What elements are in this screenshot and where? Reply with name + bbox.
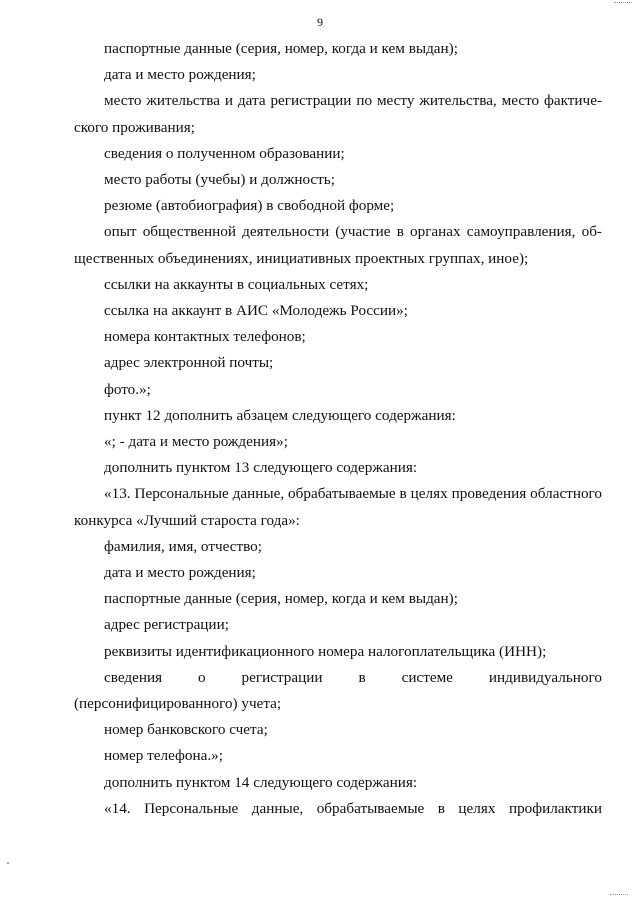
word: регистрации xyxy=(241,668,323,686)
list-item: резюме (автобиография) в свободной форме; xyxy=(104,197,395,215)
page-number: 9 xyxy=(317,15,323,29)
clause-heading-continuation: конкурса «Лучший староста года»: xyxy=(74,511,300,529)
amendment-instruction: пункт 12 дополнить абзацем следующего содержания: xyxy=(104,406,456,424)
list-item-continuation: (персонифицированного) учета; xyxy=(74,695,282,713)
list-item: дата и место рождения; xyxy=(104,66,256,84)
document-body xyxy=(74,36,602,822)
list-item-line-spread xyxy=(74,665,602,691)
word: сведения xyxy=(104,668,163,686)
list-item: номер телефона.»; xyxy=(104,747,223,765)
scan-dot xyxy=(7,862,9,864)
list-item-line: опыт общественной деятельности (участие в органах самоуправления, об- xyxy=(104,223,602,241)
list-item: номера контактных телефонов; xyxy=(104,328,306,346)
clause-heading-line: «13. Персональные данные, обрабатываемые в целях проведения областного xyxy=(104,485,602,503)
list-item-line: место жительства и дата регистрации по месту жительства, место фактиче- xyxy=(104,92,602,110)
scan-mark-bottom-right xyxy=(610,894,628,897)
list-item: паспортные данные (серия, номер, когда и кем выдан); xyxy=(104,590,458,608)
word: системе xyxy=(401,668,453,686)
word: в xyxy=(358,668,366,686)
list-item: адрес электронной почты; xyxy=(104,354,274,372)
list-item: место работы (учебы) и должность; xyxy=(104,171,335,189)
scan-mark-top-right xyxy=(614,2,632,5)
amendment-text: «; - дата и место рождения»; xyxy=(104,433,288,451)
list-item: ссылки на аккаунты в социальных сетях; xyxy=(104,275,369,293)
list-item: сведения о полученном образовании; xyxy=(104,144,345,162)
list-item: фото.»; xyxy=(104,380,151,398)
clause-heading-line: «14. Персональные данные, обрабатываемые в целях профилактики xyxy=(104,799,602,817)
list-item: дата и место рождения; xyxy=(104,564,256,582)
word: о xyxy=(198,668,206,686)
list-item: фамилия, имя, отчество; xyxy=(104,537,262,555)
list-item: ссылка на аккаунт в АИС «Молодежь России»; xyxy=(104,302,408,320)
list-item-continuation: ского проживания; xyxy=(74,118,195,136)
word: индивидуального xyxy=(488,668,602,686)
list-item-continuation: щественных объединениях, инициативных проектных группах, иное); xyxy=(74,249,529,267)
amendment-instruction: дополнить пунктом 13 следующего содержания: xyxy=(104,459,418,477)
list-item: номер банковского счета; xyxy=(104,721,268,739)
amendment-instruction: дополнить пунктом 14 следующего содержания: xyxy=(104,773,418,791)
list-item: реквизиты идентификационного номера налогоплательщика (ИНН); xyxy=(104,642,547,660)
list-item: паспортные данные (серия, номер, когда и кем выдан); xyxy=(104,40,458,57)
list-item: адрес регистрации; xyxy=(104,616,229,634)
